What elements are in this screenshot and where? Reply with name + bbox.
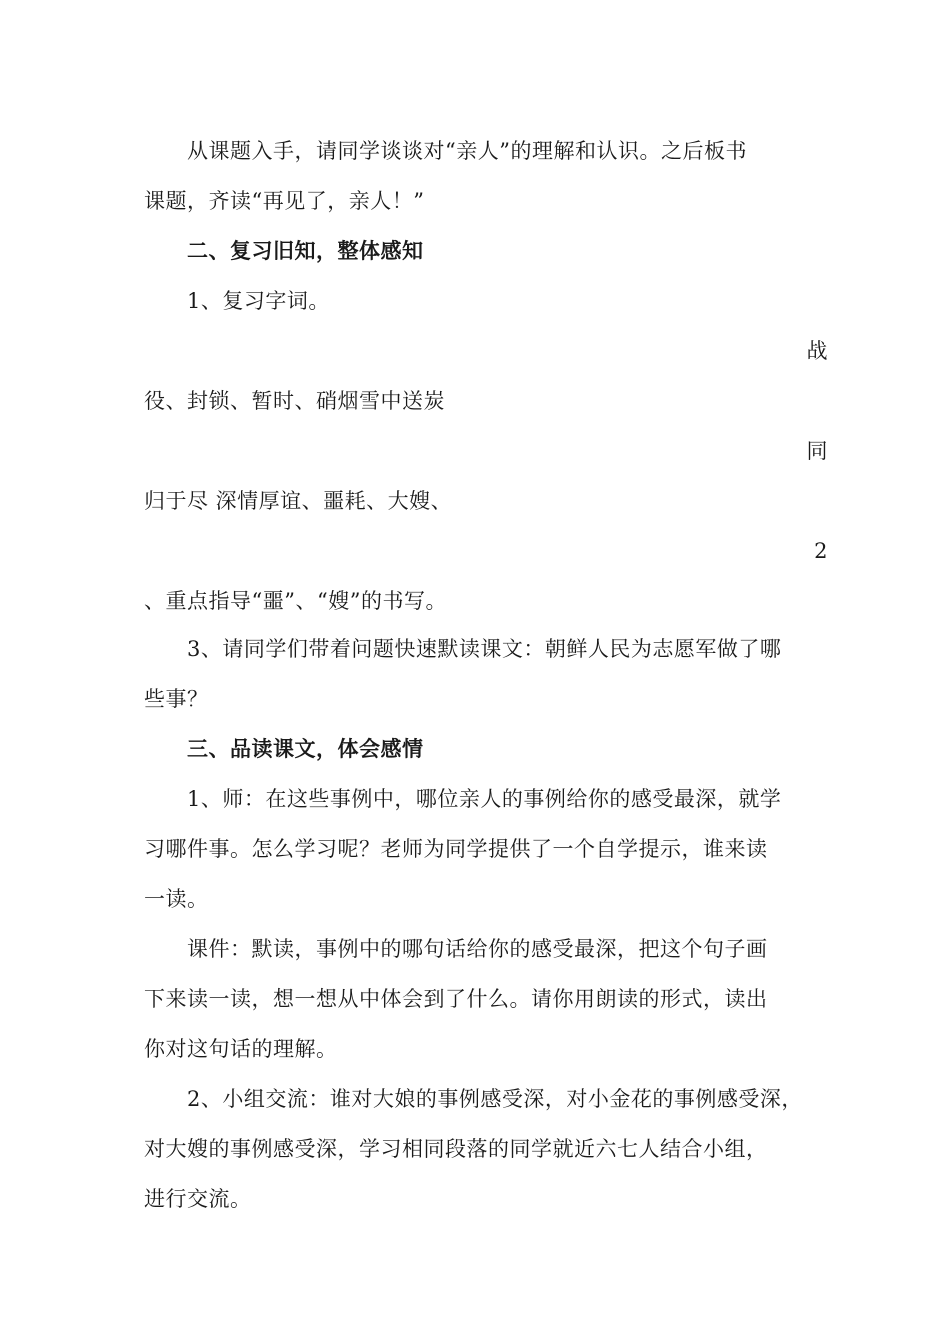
- paragraph-line: 下来读一读，想一想从中体会到了什么。请你用朗读的形式，读出: [144, 987, 768, 1011]
- section-heading: 三、品读课文，体会感情: [187, 736, 424, 761]
- paragraph-line: 同: [806, 439, 828, 463]
- paragraph-line: 1、复习字词。: [187, 289, 330, 313]
- paragraph-line: 课件：默读，事例中的哪句话给你的感受最深，把这个句子画: [187, 937, 768, 961]
- paragraph-line: 2: [814, 539, 828, 563]
- paragraph-line: 你对这句话的理解。: [144, 1037, 338, 1061]
- paragraph-line: 些事？: [144, 687, 209, 711]
- paragraph-line: 课题，齐读“再见了，亲人！”: [144, 189, 425, 213]
- paragraph-line: 对大嫂的事例感受深，学习相同段落的同学就近六七人结合小组，: [144, 1137, 768, 1161]
- section-heading: 二、复习旧知，整体感知: [187, 238, 424, 263]
- paragraph-line: 进行交流。: [144, 1187, 252, 1211]
- paragraph-line: 3、请同学们带着问题快速默读课文：朝鲜人民为志愿军做了哪: [187, 637, 782, 661]
- paragraph-line: 役、封锁、暂时、硝烟雪中送炭: [144, 389, 445, 413]
- paragraph-line: 习哪件事。怎么学习呢？老师为同学提供了一个自学提示，谁来读: [144, 837, 768, 861]
- paragraph-line: 1、师：在这些事例中，哪位亲人的事例给你的感受最深，就学: [187, 787, 782, 811]
- paragraph-line: 战: [806, 339, 828, 363]
- paragraph-line: 、重点指导“噩”、“嫂”的书写。: [144, 589, 447, 613]
- paragraph-line: 2、小组交流：谁对大娘的事例感受深，对小金花的事例感受深，: [187, 1087, 803, 1111]
- paragraph-line: 归于尽 深情厚谊、噩耗、大嫂、: [144, 489, 453, 513]
- paragraph-line: 从课题入手，请同学谈谈对“亲人”的理解和认识。之后板书: [187, 139, 747, 163]
- paragraph-line: 一读。: [144, 887, 209, 911]
